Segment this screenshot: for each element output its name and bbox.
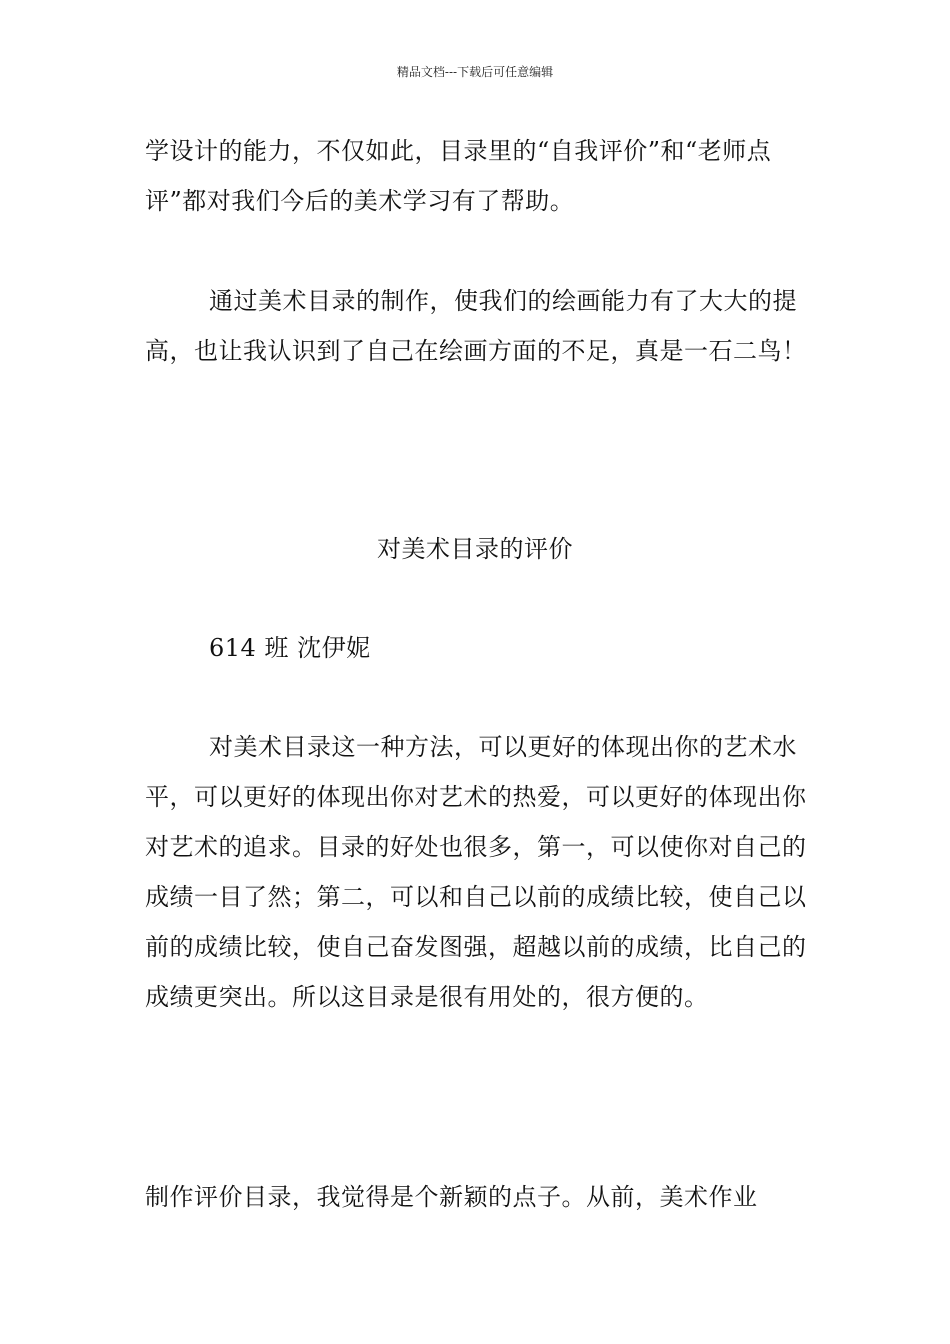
author-line: 614 班 沈伊妮 (209, 634, 371, 662)
paragraph-next: 制作评价目录，我觉得是个新颖的点子。从前，美术作业 (145, 1183, 758, 1211)
page-header: 精品文档---下载后可任意编辑 (396, 65, 554, 79)
paragraph-evaluation: 对美术目录这一种方法，可以更好的体现出你的艺术水平，可以更好的体现出你对艺术的热爱，可以更好的体现出你对艺术的追求。目录的好处也很多，第一，可以使你对自己的成绩一目了然；第二，可以和自己以前的成绩比较，使自己以前的成绩比较，使自己奋发图强，超越以前的成绩，比自己的成绩更突出。所以这目录是很有用处的，很方便的。 (145, 733, 807, 1011)
section-title: 对美术目录的评价 (377, 535, 573, 563)
paragraph-summary: 通过美术目录的制作，使我们的绘画能力有了大大的提高，也让我认识到了自己在绘画方面的不足，真是一石二鸟！ (145, 287, 807, 365)
paragraph-continuation: 学设计的能力，不仅如此，目录里的“自我评价”和“老师点评”都对我们今后的美术学习有了帮助。 (145, 137, 772, 215)
